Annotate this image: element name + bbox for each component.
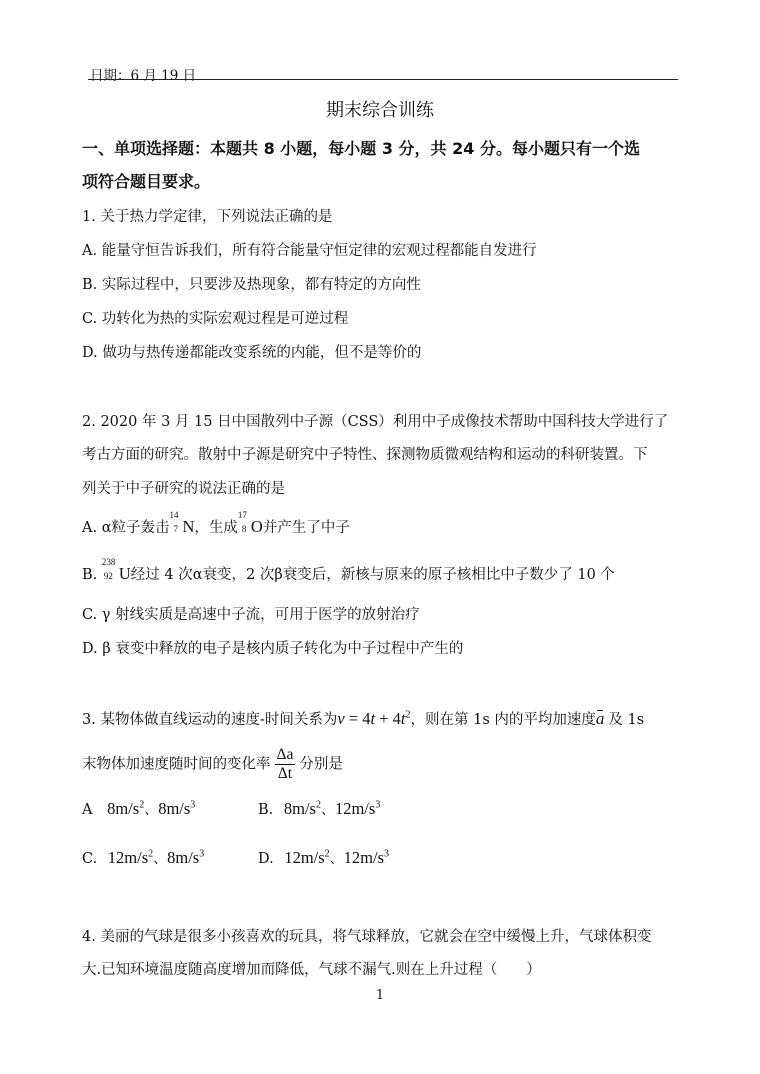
q3-b-label: B. (258, 802, 274, 818)
q3-rate-fraction (275, 746, 296, 783)
q3-d-v1: 12m/s (284, 848, 325, 867)
header-date: 日期：6 月 19 日 (90, 68, 197, 84)
q3-a-v1: 8m/s (107, 799, 140, 818)
q3-a-e2: 3 (190, 799, 196, 811)
q3-b-e1: 2 (315, 799, 321, 811)
q3-c-label: C. (82, 851, 98, 867)
q3-c-sep: 、 (153, 851, 168, 867)
q4-stem-line1: 4. 美丽的气球是很多小孩喜欢的玩具，将气球释放，它就会在空中缓慢上升，气球体积变 (82, 929, 652, 945)
q3-option-c (82, 848, 204, 868)
q3-b-value (284, 799, 380, 818)
q3-c-value (108, 848, 204, 867)
q2-option-d: D. β 衰变中释放的电子是核内质子转化为中子过程中产生的 (82, 641, 464, 657)
q2-option-c: C. γ 射线实质是高速中子流，可用于医学的放射治疗 (82, 607, 420, 623)
q3-fraction-numerator: Δa (276, 746, 294, 763)
q3-d-value (284, 848, 389, 867)
q4-stem-line2: 大.已知环境温度随高度增加而降低，气球不漏气.则在上升过程（ ） (82, 962, 541, 978)
q3-text2: ，则在第 1s 内的平均加速度 (410, 712, 596, 728)
page-title: 期末综合训练 (326, 100, 434, 121)
q3-a-v2: 8m/s (158, 799, 191, 818)
q2-b-text: 经过 4 次α衰变，2 次β衰变后，新核与原来的原子核相比中子数少了 10 个 (130, 567, 615, 583)
q3-b-e2: 3 (375, 799, 381, 811)
nuclide-u238-symbol: U (118, 564, 131, 583)
q3-c-v2: 8m/s (167, 848, 200, 867)
q1-option-d: D. 做功与热传递都能改变系统的内能，但不是等价的 (82, 345, 422, 361)
q3-option-b (258, 799, 380, 819)
q3-b-v1: 8m/s (283, 799, 316, 818)
q2-stem-line1: 2. 2020 年 3 月 15 日中国散列中子源（CSS）利用中子成像技术帮助中国科技大学进行了 (82, 414, 669, 430)
q2-a-alpha: α (101, 520, 112, 536)
nuclide-n14-number: 7 (173, 524, 178, 534)
q3-formula (337, 709, 410, 728)
q3-option-a (82, 799, 195, 819)
nuclide-u238-mass: 238 (101, 557, 116, 567)
q2-stem-line3: 列关于中子研究的说法正确的是 (82, 481, 285, 497)
q2-a-text1: 粒子轰击 (111, 520, 170, 536)
q3-d-sep: 、 (329, 851, 344, 867)
q2-b-prefix: B. (82, 567, 102, 583)
q3-d-e2: 3 (384, 848, 390, 860)
q3-fraction-denominator: Δt (277, 765, 293, 782)
q3-d-label: D. (258, 851, 274, 867)
q3-stem-line2 (82, 746, 343, 783)
q3-c-e2: 3 (199, 848, 205, 860)
nuclide-o17-mass: 17 (237, 510, 247, 520)
nuclide-o17-symbol: O (250, 517, 263, 536)
q3-c-v1: 12m/s (107, 848, 149, 867)
header-rule (88, 79, 678, 80)
nuclide-o17-number: 8 (241, 524, 247, 534)
q1-option-a: A. 能量守恒告诉我们，所有符合能量守恒定律的宏观过程都能自发进行 (82, 243, 537, 259)
q3-text1: 3. 某物体做直线运动的速度-时间关系为 (82, 712, 338, 728)
formula-plus: + 4 (375, 709, 401, 728)
q3-average-acceleration-symbol: a (595, 709, 605, 728)
q3-text5: 分别是 (299, 756, 343, 773)
q3-d-v2: 12m/s (343, 848, 385, 867)
formula-v: v (337, 709, 345, 728)
q1-option-b: B. 实际过程中，只要涉及热现象，都有特定的方向性 (82, 277, 421, 293)
q2-a-text2: ，生成 (194, 520, 238, 536)
section-heading-line2: 项符合题目要求。 (82, 172, 211, 191)
q1-option-c: C. 功转化为热的实际宏观过程是可逆过程 (82, 311, 349, 327)
nuclide-u238-number: 92 (103, 571, 113, 581)
page-number: 1 (375, 988, 385, 1003)
q3-text4: 末物体加速度随时间的变化率 (82, 756, 271, 773)
q1-stem: 1. 关于热力学定律，下列说法正确的是 (82, 209, 333, 225)
q3-a-value (107, 799, 195, 818)
formula-t2: t (400, 709, 406, 728)
formula-exponent: 2 (405, 709, 411, 721)
formula-t: t (370, 709, 376, 728)
nuclide-n14-symbol: N (182, 517, 195, 536)
q2-option-b (82, 557, 615, 584)
q3-b-v2: 12m/s (334, 799, 376, 818)
formula-eq: = 4 (344, 709, 371, 728)
q3-a-e1: 2 (139, 799, 145, 811)
q3-b-sep: 、 (320, 802, 335, 818)
nuclide-n14 (169, 510, 195, 537)
q3-text3: 及 1s (608, 712, 645, 728)
q3-option-d (258, 848, 389, 868)
nuclide-u238 (101, 557, 131, 584)
q3-a-sep: 、 (144, 802, 159, 818)
q2-a-prefix: A. (82, 520, 102, 536)
nuclide-n14-mass: 14 (169, 510, 179, 520)
section-heading-line1: 一、单项选择题：本题共 8 小题，每小题 3 分，共 24 分。每小题只有一个选 (82, 139, 640, 158)
q2-option-a (82, 510, 350, 537)
q3-a-label: A (82, 802, 93, 818)
q3-d-e1: 2 (324, 848, 330, 860)
nuclide-o17 (237, 510, 263, 537)
q3-stem-line1 (82, 708, 644, 729)
q3-c-e1: 2 (148, 848, 154, 860)
q2-stem-line2: 考古方面的研究。散射中子源是研究中子特性、探测物质微观结构和运动的科研装置。下 (82, 447, 648, 463)
q2-a-text3: 并产生了中子 (262, 520, 350, 536)
